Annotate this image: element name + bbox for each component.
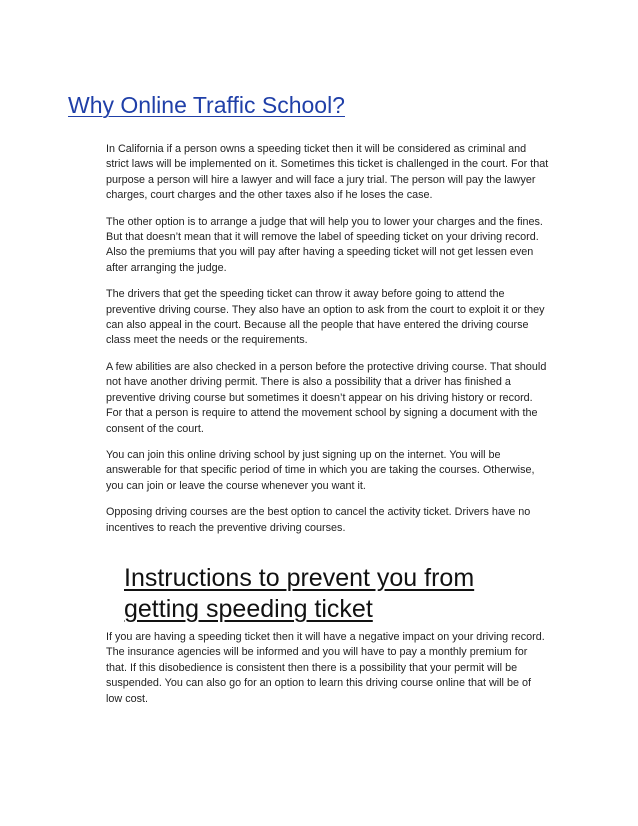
paragraph: A few abilities are also checked in a person before the protective driving course. That should not have another driving permit. There is also a possibility that a driver has finished a preventive driving course but sometimes it doesn’t appear on his driving history or record. For that a person is require to attend the movement school by signing a document with the consent of the court. (106, 360, 547, 435)
paragraph: In California if a person owns a speeding ticket then it will be considered as criminal and strict laws will be implemented on it. Sometimes this ticket is challenged in the court. For that purpose a person will hire a lawyer and will face a jury trial. The person will pay the lawyer charges, court charges and the other taxes also if he loses the case. (106, 143, 549, 202)
page-title: Why Online Traffic School? (68, 92, 345, 118)
paragraph: The other option is to arrange a judge that will help you to lower your charges and the fines. But that doesn’t mean that it will remove the label of speeding ticket on your driving record. Also the premiums that you will pay after having a speeding ticket will not get lessen even after arranging the judge. (106, 215, 543, 274)
intro-section (106, 142, 550, 547)
section-heading: Instructions to prevent you from getting speeding ticket (124, 564, 475, 623)
paragraph: You can join this online driving school by just signing up on the internet. You will be answerable for that specific period of time in which you are taking the courses. Otherwise, you can join or leave the course whenever you want it. (106, 448, 535, 492)
instructions-section (106, 630, 550, 718)
paragraph: The drivers that get the speeding ticket can throw it away before going to attend the preventive driving course. They also have an option to ask from the court to exploit it or they can also appeal in the court. Because all the people that have entered the driving course class meet the needs or the requirements. (106, 288, 545, 347)
paragraph: If you are having a speeding ticket then it will have a negative impact on your driving record. The insurance agencies will be informed and you will have to pay a monthly premium for that. If this disobedience is consistent then there is a possibility that your permit will be suspended. You can also go for an option to learn this driving course online that will be of low cost. (106, 631, 545, 705)
paragraph: Opposing driving courses are the best option to cancel the activity ticket. Drivers have no incentives to reach the preventive driving courses. (106, 506, 531, 534)
